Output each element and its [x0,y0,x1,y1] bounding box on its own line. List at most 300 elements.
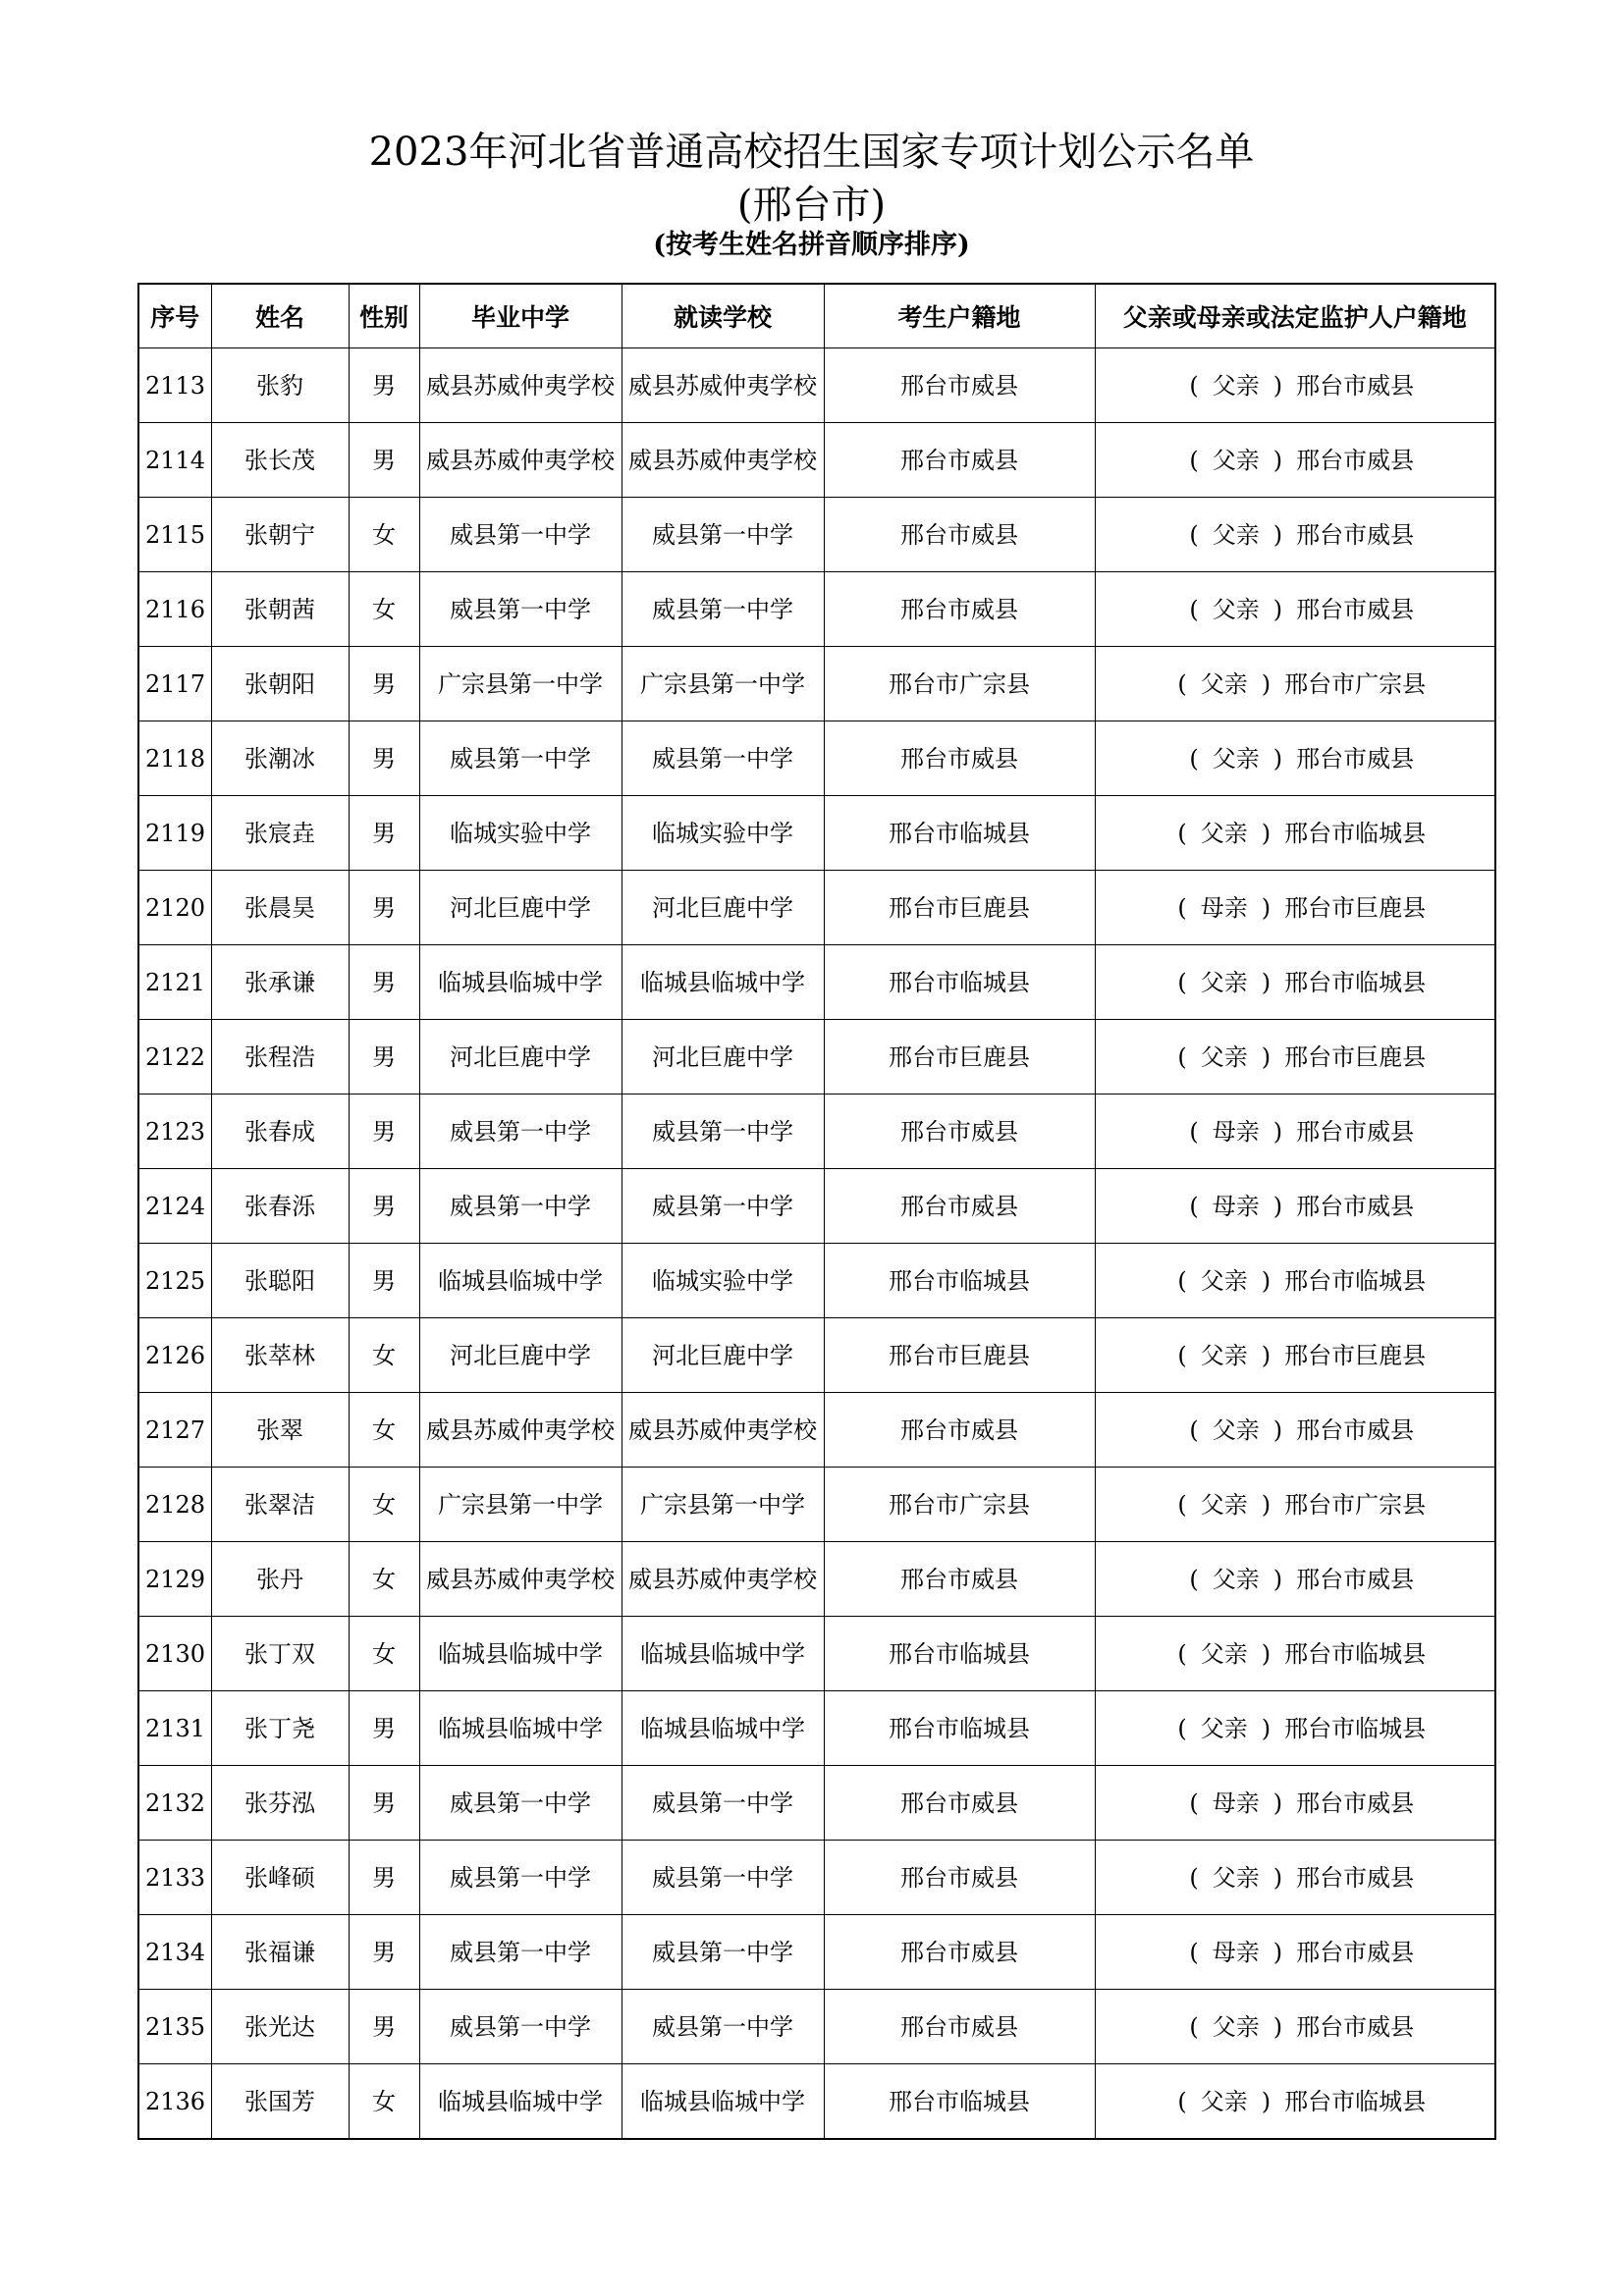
open-paren: ( [1189,1565,1199,1593]
cell-grad-school: 临城实验中学 [419,796,622,871]
cell-parent-hukou [1095,1244,1495,1318]
cell-seq: 2132 [138,1766,211,1841]
table-row [138,1542,1495,1617]
close-paren: ) [1272,1415,1283,1444]
parent-place: 邢台市威县 [1296,371,1415,400]
cell-study-school: 河北巨鹿中学 [622,1020,824,1095]
cell-gender: 男 [349,423,419,498]
cell-parent-hukou [1095,1915,1495,1990]
parent-relation: 父亲 [1200,819,1248,847]
cell-hukou: 邢台市巨鹿县 [824,1020,1095,1095]
cell-grad-school: 临城县临城中学 [419,1617,622,1691]
parent-relation: 父亲 [1200,1714,1248,1742]
cell-parent-hukou [1095,348,1495,423]
cell-seq: 2136 [138,2064,211,2140]
cell-hukou: 邢台市威县 [824,1393,1095,1468]
close-paren: ) [1261,669,1271,698]
cell-grad-school: 威县第一中学 [419,498,622,572]
cell-name: 张国芳 [211,2064,349,2140]
cell-seq: 2114 [138,423,211,498]
header-grad-school: 毕业中学 [419,284,622,348]
parent-place: 邢台市广宗县 [1284,1490,1427,1519]
open-paren: ( [1189,1117,1199,1146]
cell-parent-hukou [1095,1393,1495,1468]
parent-place: 邢台市威县 [1296,1938,1415,1966]
cell-parent-hukou [1095,498,1495,572]
cell-grad-school: 威县第一中学 [419,1841,622,1915]
table-row [138,1393,1495,1468]
parent-place: 邢台市威县 [1296,1789,1415,1817]
cell-grad-school: 威县第一中学 [419,1990,622,2064]
cell-parent-hukou [1095,1169,1495,1244]
cell-parent-hukou [1095,1318,1495,1393]
close-paren: ) [1261,1490,1271,1519]
parent-relation: 父亲 [1212,1565,1260,1593]
cell-grad-school: 威县第一中学 [419,1915,622,1990]
table-row [138,2064,1495,2140]
cell-grad-school: 河北巨鹿中学 [419,1020,622,1095]
cell-seq: 2127 [138,1393,211,1468]
table-row [138,647,1495,721]
cell-parent-hukou [1095,1691,1495,1766]
parent-place: 邢台市威县 [1296,446,1415,474]
cell-gender: 男 [349,945,419,1020]
cell-name: 张潮冰 [211,721,349,796]
open-paren: ( [1177,1341,1187,1369]
open-paren: ( [1177,1714,1187,1742]
open-paren: ( [1177,1639,1187,1668]
close-paren: ) [1272,744,1283,773]
cell-hukou: 邢台市威县 [824,423,1095,498]
cell-grad-school: 河北巨鹿中学 [419,871,622,945]
cell-study-school: 威县第一中学 [622,1169,824,1244]
cell-gender: 女 [349,572,419,647]
close-paren: ) [1272,371,1283,400]
open-paren: ( [1177,1266,1187,1295]
parent-place: 邢台市威县 [1296,744,1415,773]
open-paren: ( [1189,1863,1199,1892]
cell-hukou: 邢台市广宗县 [824,1468,1095,1542]
table-row [138,1095,1495,1169]
cell-seq: 2115 [138,498,211,572]
cell-name: 张豹 [211,348,349,423]
table-row [138,1020,1495,1095]
cell-parent-hukou [1095,1617,1495,1691]
parent-relation: 父亲 [1212,371,1260,400]
cell-grad-school: 临城县临城中学 [419,1244,622,1318]
cell-hukou: 邢台市广宗县 [824,647,1095,721]
cell-grad-school: 临城县临城中学 [419,1691,622,1766]
cell-study-school: 威县第一中学 [622,721,824,796]
cell-study-school: 威县苏威仲夷学校 [622,423,824,498]
parent-relation: 父亲 [1212,744,1260,773]
cell-seq: 2134 [138,1915,211,1990]
cell-parent-hukou [1095,1468,1495,1542]
close-paren: ) [1261,1714,1271,1742]
cell-name: 张长茂 [211,423,349,498]
open-paren: ( [1189,1415,1199,1444]
cell-grad-school: 广宗县第一中学 [419,1468,622,1542]
parent-place: 邢台市临城县 [1284,2087,1427,2115]
cell-study-school: 威县苏威仲夷学校 [622,1542,824,1617]
parent-relation: 父亲 [1200,1341,1248,1369]
parent-relation: 父亲 [1200,2087,1248,2115]
cell-gender: 男 [349,1020,419,1095]
open-paren: ( [1177,893,1187,922]
close-paren: ) [1272,446,1283,474]
parent-relation: 母亲 [1212,1938,1260,1966]
close-paren: ) [1272,1863,1283,1892]
close-paren: ) [1272,2012,1283,2041]
cell-hukou: 邢台市威县 [824,498,1095,572]
table-row [138,1318,1495,1393]
parent-place: 邢台市威县 [1296,2012,1415,2041]
open-paren: ( [1189,446,1199,474]
cell-gender: 女 [349,1617,419,1691]
cell-gender: 女 [349,498,419,572]
open-paren: ( [1177,1490,1187,1519]
open-paren: ( [1189,371,1199,400]
open-paren: ( [1189,520,1199,549]
cell-parent-hukou [1095,1841,1495,1915]
cell-seq: 2133 [138,1841,211,1915]
header-study-school: 就读学校 [622,284,824,348]
parent-relation: 父亲 [1200,1490,1248,1519]
cell-grad-school: 威县苏威仲夷学校 [419,1393,622,1468]
cell-study-school: 广宗县第一中学 [622,1468,824,1542]
cell-parent-hukou [1095,647,1495,721]
cell-study-school: 临城县临城中学 [622,2064,824,2140]
cell-parent-hukou [1095,423,1495,498]
cell-seq: 2120 [138,871,211,945]
parent-place: 邢台市临城县 [1284,819,1427,847]
cell-gender: 男 [349,871,419,945]
cell-name: 张峰硕 [211,1841,349,1915]
parent-relation: 父亲 [1212,595,1260,623]
cell-seq: 2131 [138,1691,211,1766]
cell-hukou: 邢台市临城县 [824,1244,1095,1318]
parent-relation: 父亲 [1212,1415,1260,1444]
parent-relation: 父亲 [1212,1863,1260,1892]
parent-place: 邢台市威县 [1296,1192,1415,1220]
open-paren: ( [1177,819,1187,847]
table-row [138,945,1495,1020]
cell-seq: 2123 [138,1095,211,1169]
cell-name: 张晨昊 [211,871,349,945]
parent-place: 邢台市巨鹿县 [1284,1341,1427,1369]
cell-gender: 女 [349,1318,419,1393]
close-paren: ) [1272,1192,1283,1220]
cell-study-school: 威县第一中学 [622,572,824,647]
table-row [138,1169,1495,1244]
cell-grad-school: 威县第一中学 [419,1095,622,1169]
cell-parent-hukou [1095,1020,1495,1095]
cell-name: 张朝茜 [211,572,349,647]
parent-place: 邢台市临城县 [1284,968,1427,996]
close-paren: ) [1261,1266,1271,1295]
cell-gender: 女 [349,1542,419,1617]
cell-parent-hukou [1095,1542,1495,1617]
parent-relation: 父亲 [1200,669,1248,698]
cell-name: 张春泺 [211,1169,349,1244]
cell-grad-school: 威县苏威仲夷学校 [419,348,622,423]
parent-relation: 父亲 [1212,2012,1260,2041]
cell-hukou: 邢台市威县 [824,1841,1095,1915]
cell-grad-school: 威县第一中学 [419,721,622,796]
cell-grad-school: 临城县临城中学 [419,945,622,1020]
cell-study-school: 临城县临城中学 [622,1691,824,1766]
open-paren: ( [1189,2012,1199,2041]
cell-study-school: 河北巨鹿中学 [622,1318,824,1393]
cell-gender: 男 [349,647,419,721]
cell-gender: 男 [349,1990,419,2064]
cell-parent-hukou [1095,572,1495,647]
parent-place: 邢台市威县 [1296,1117,1415,1146]
open-paren: ( [1189,1789,1199,1817]
table-row [138,1691,1495,1766]
cell-study-school: 临城县临城中学 [622,945,824,1020]
header-name: 姓名 [211,284,349,348]
cell-study-school: 临城实验中学 [622,1244,824,1318]
cell-seq: 2128 [138,1468,211,1542]
table-row [138,1766,1495,1841]
cell-study-school: 威县第一中学 [622,1841,824,1915]
cell-hukou: 邢台市威县 [824,1915,1095,1990]
parent-relation: 母亲 [1212,1192,1260,1220]
table-row [138,1841,1495,1915]
close-paren: ) [1261,1341,1271,1369]
cell-parent-hukou [1095,1095,1495,1169]
cell-gender: 男 [349,796,419,871]
cell-seq: 2116 [138,572,211,647]
cell-name: 张福谦 [211,1915,349,1990]
parent-relation: 母亲 [1200,893,1248,922]
parent-relation: 父亲 [1200,968,1248,996]
cell-seq: 2129 [138,1542,211,1617]
sort-note: (按考生姓名拼音顺序排序) [653,230,970,260]
cell-grad-school: 河北巨鹿中学 [419,1318,622,1393]
cell-parent-hukou [1095,871,1495,945]
close-paren: ) [1272,1789,1283,1817]
parent-relation: 父亲 [1212,520,1260,549]
cell-gender: 女 [349,1468,419,1542]
parent-place: 邢台市巨鹿县 [1284,893,1427,922]
close-paren: ) [1261,819,1271,847]
cell-gender: 男 [349,348,419,423]
cell-name: 张翠 [211,1393,349,1468]
cell-name: 张宸垚 [211,796,349,871]
cell-seq: 2119 [138,796,211,871]
header-row [138,284,1495,348]
cell-gender: 男 [349,1841,419,1915]
cell-grad-school: 威县第一中学 [419,1169,622,1244]
cell-grad-school: 威县苏威仲夷学校 [419,423,622,498]
cell-name: 张丁尧 [211,1691,349,1766]
close-paren: ) [1261,2087,1271,2115]
table-row [138,1617,1495,1691]
cell-hukou: 邢台市威县 [824,1169,1095,1244]
cell-parent-hukou [1095,721,1495,796]
cell-name: 张程浩 [211,1020,349,1095]
header-gender: 性别 [349,284,419,348]
parent-relation: 父亲 [1212,446,1260,474]
cell-parent-hukou [1095,945,1495,1020]
cell-study-school: 威县第一中学 [622,498,824,572]
cell-hukou: 邢台市威县 [824,1766,1095,1841]
cell-hukou: 邢台市威县 [824,1990,1095,2064]
cell-name: 张聪阳 [211,1244,349,1318]
cell-study-school: 威县苏威仲夷学校 [622,1393,824,1468]
cell-gender: 男 [349,1766,419,1841]
cell-study-school: 河北巨鹿中学 [622,871,824,945]
cell-grad-school: 威县第一中学 [419,1766,622,1841]
cell-hukou: 邢台市威县 [824,348,1095,423]
parent-relation: 母亲 [1212,1789,1260,1817]
cell-seq: 2125 [138,1244,211,1318]
cell-seq: 2130 [138,1617,211,1691]
cell-name: 张朝阳 [211,647,349,721]
parent-relation: 母亲 [1212,1117,1260,1146]
cell-name: 张丁双 [211,1617,349,1691]
cell-study-school: 威县第一中学 [622,1766,824,1841]
parent-relation: 父亲 [1200,1266,1248,1295]
cell-parent-hukou [1095,1990,1495,2064]
parent-place: 邢台市临城县 [1284,1266,1427,1295]
cell-grad-school: 临城县临城中学 [419,2064,622,2140]
cell-study-school: 威县第一中学 [622,1990,824,2064]
close-paren: ) [1261,968,1271,996]
table-row [138,871,1495,945]
close-paren: ) [1272,1565,1283,1593]
open-paren: ( [1177,669,1187,698]
cell-study-school: 威县苏威仲夷学校 [622,348,824,423]
cell-grad-school: 威县第一中学 [419,572,622,647]
open-paren: ( [1177,1042,1187,1071]
cell-seq: 2122 [138,1020,211,1095]
close-paren: ) [1272,520,1283,549]
cell-hukou: 邢台市临城县 [824,1617,1095,1691]
roster-body [138,348,1495,2140]
cell-name: 张萃林 [211,1318,349,1393]
cell-gender: 男 [349,1915,419,1990]
cell-gender: 男 [349,1169,419,1244]
cell-hukou: 邢台市临城县 [824,945,1095,1020]
parent-place: 邢台市威县 [1296,1415,1415,1444]
cell-grad-school: 广宗县第一中学 [419,647,622,721]
cell-study-school: 临城实验中学 [622,796,824,871]
parent-place: 邢台市临城县 [1284,1639,1427,1668]
open-paren: ( [1177,2087,1187,2115]
cell-name: 张翠洁 [211,1468,349,1542]
cell-parent-hukou [1095,1766,1495,1841]
cell-gender: 女 [349,2064,419,2140]
cell-gender: 男 [349,1691,419,1766]
cell-parent-hukou [1095,796,1495,871]
close-paren: ) [1272,595,1283,623]
cell-study-school: 威县第一中学 [622,1095,824,1169]
cell-seq: 2118 [138,721,211,796]
cell-gender: 男 [349,721,419,796]
roster-table [137,283,1496,2140]
parent-place: 邢台市广宗县 [1284,669,1427,698]
cell-hukou: 邢台市威县 [824,721,1095,796]
header-hukou: 考生户籍地 [824,284,1095,348]
close-paren: ) [1261,893,1271,922]
parent-place: 邢台市威县 [1296,1565,1415,1593]
parent-place: 邢台市临城县 [1284,1714,1427,1742]
table-row [138,1990,1495,2064]
cell-name: 张春成 [211,1095,349,1169]
cell-parent-hukou [1095,2064,1495,2140]
table-row [138,423,1495,498]
table-row [138,1915,1495,1990]
cell-seq: 2124 [138,1169,211,1244]
cell-name: 张芬泓 [211,1766,349,1841]
cell-seq: 2113 [138,348,211,423]
parent-place: 邢台市巨鹿县 [1284,1042,1427,1071]
open-paren: ( [1189,1938,1199,1966]
table-row [138,572,1495,647]
table-row [138,1468,1495,1542]
header-seq: 序号 [138,284,211,348]
cell-hukou: 邢台市威县 [824,1542,1095,1617]
cell-name: 张承谦 [211,945,349,1020]
cell-seq: 2117 [138,647,211,721]
table-row [138,721,1495,796]
cell-seq: 2121 [138,945,211,1020]
table-row [138,796,1495,871]
cell-hukou: 邢台市巨鹿县 [824,1318,1095,1393]
document-title: 2023年河北省普通高校招生国家专项计划公示名单 [368,130,1255,175]
open-paren: ( [1189,744,1199,773]
cell-seq: 2135 [138,1990,211,2064]
parent-place: 邢台市威县 [1296,1863,1415,1892]
cell-gender: 女 [349,1393,419,1468]
parent-relation: 父亲 [1200,1042,1248,1071]
cell-gender: 男 [349,1095,419,1169]
cell-hukou: 邢台市临城县 [824,2064,1095,2140]
open-paren: ( [1177,968,1187,996]
cell-hukou: 邢台市威县 [824,572,1095,647]
cell-hukou: 邢台市威县 [824,1095,1095,1169]
cell-study-school: 威县第一中学 [622,1915,824,1990]
table-row [138,348,1495,423]
open-paren: ( [1189,1192,1199,1220]
cell-hukou: 邢台市临城县 [824,1691,1095,1766]
close-paren: ) [1261,1042,1271,1071]
parent-relation: 父亲 [1200,1639,1248,1668]
header-parent-hukou: 父亲或母亲或法定监护人户籍地 [1095,284,1495,348]
parent-place: 邢台市威县 [1296,520,1415,549]
cell-seq: 2126 [138,1318,211,1393]
cell-name: 张丹 [211,1542,349,1617]
table-row [138,1244,1495,1318]
cell-hukou: 邢台市巨鹿县 [824,871,1095,945]
open-paren: ( [1189,595,1199,623]
table-row [138,498,1495,572]
cell-grad-school: 威县苏威仲夷学校 [419,1542,622,1617]
close-paren: ) [1272,1117,1283,1146]
close-paren: ) [1272,1938,1283,1966]
parent-place: 邢台市威县 [1296,595,1415,623]
cell-study-school: 广宗县第一中学 [622,647,824,721]
cell-name: 张朝宁 [211,498,349,572]
document-subtitle: (邢台市) [736,183,887,228]
cell-study-school: 临城县临城中学 [622,1617,824,1691]
cell-name: 张光达 [211,1990,349,2064]
cell-gender: 男 [349,1244,419,1318]
close-paren: ) [1261,1639,1271,1668]
